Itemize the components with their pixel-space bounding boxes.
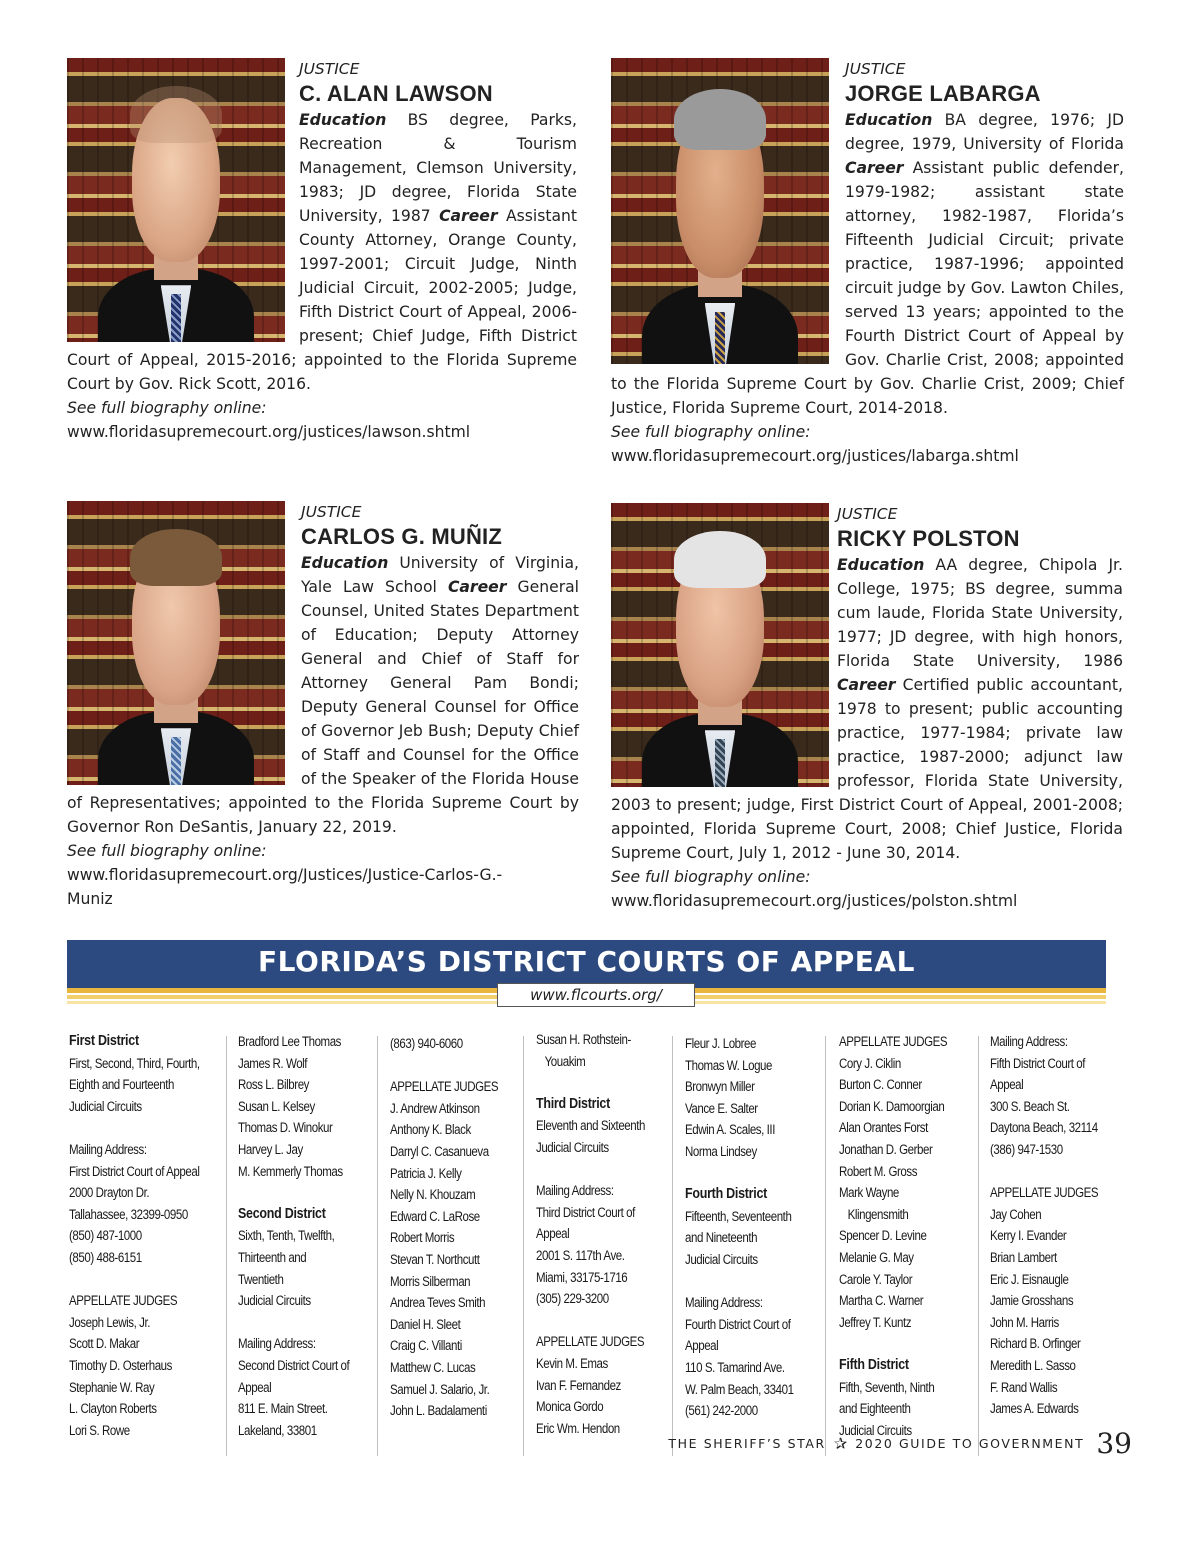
district-text-line: 110 S. Tamarind Ave. bbox=[685, 1359, 785, 1375]
column-divider bbox=[672, 1036, 673, 1456]
district-text-line: Nelly N. Khouzam bbox=[390, 1187, 476, 1203]
career-label: Career bbox=[845, 159, 904, 177]
district-text-line: Alan Orantes Forst bbox=[839, 1120, 928, 1136]
career-text: Assistant public defender, 1979-1982; assistant state attorney, 1982-1987, Florida’s Fifteenth Judicial Circuit; private practice, 1987-1996; appointed circuit judge by Gov. Lawton Chiles, served 13 years; appointed to the Fourth District Court of Appeal by Gov. Charlie Crist, 2008; appointed to the Florida Supreme Court by Gov. Charlie Crist, 2009; Chief Justice, Florida Supreme Court, 2014-2018. bbox=[611, 159, 1124, 417]
district-text-line: Fifth District Court of bbox=[990, 1055, 1086, 1071]
district-text-line: James A. Edwards bbox=[990, 1401, 1079, 1417]
see-biography-label: See full biography online: bbox=[67, 842, 267, 860]
district-column-7 bbox=[990, 1031, 1128, 1420]
district-text-line: Sixth, Tenth, Twelfth, bbox=[238, 1228, 335, 1244]
district-text-line: Robert Morris bbox=[390, 1230, 455, 1246]
district-heading: Fifth District bbox=[839, 1356, 909, 1373]
justice-name: JORGE LABARGA bbox=[845, 81, 1041, 106]
justice-bio-labarga bbox=[611, 58, 1124, 468]
spacer bbox=[238, 1312, 376, 1334]
district-text-line: Burton C. Conner bbox=[839, 1077, 922, 1093]
district-text-line: Norma Lindsey bbox=[685, 1143, 757, 1159]
district-text-line: Edwin A. Scales, III bbox=[685, 1122, 775, 1138]
district-text-line: Eric J. Eisnaugle bbox=[990, 1271, 1069, 1287]
district-text-line: APPELLATE JUDGES bbox=[536, 1334, 645, 1350]
district-text-line: Jamie Grosshans bbox=[990, 1293, 1074, 1309]
district-text-line: (386) 947-1530 bbox=[990, 1141, 1063, 1157]
district-text-line: Susan L. Kelsey bbox=[238, 1098, 315, 1114]
district-text-line: Stephanie W. Ray bbox=[69, 1379, 155, 1395]
district-text-line: (850) 488-6151 bbox=[69, 1249, 142, 1265]
district-text-line: Monica Gordo bbox=[536, 1399, 604, 1415]
district-text-line: Dorian K. Damoorgian bbox=[839, 1098, 945, 1114]
justice-name: CARLOS G. MUÑIZ bbox=[301, 524, 502, 549]
spacer bbox=[685, 1271, 823, 1293]
district-text-line: (863) 940-6060 bbox=[390, 1036, 463, 1051]
education-label: Education bbox=[299, 111, 387, 129]
star-icon: ✰ bbox=[833, 1433, 848, 1453]
district-column-2 bbox=[238, 1031, 376, 1441]
see-biography-label: See full biography online: bbox=[611, 423, 811, 441]
district-text-line: Daytona Beach, 32114 bbox=[990, 1120, 1098, 1136]
education-text: BA degree, 1976; JD degree, 1979, University of Florida bbox=[845, 111, 1124, 153]
education-label: Education bbox=[301, 554, 389, 572]
district-text-line: Vance E. Salter bbox=[685, 1100, 758, 1116]
district-text-line: 2001 S. 117th Ave. bbox=[536, 1247, 625, 1263]
district-text-line: (561) 242-2000 bbox=[685, 1403, 758, 1419]
spacer bbox=[990, 1161, 1128, 1183]
justice-name: C. ALAN LAWSON bbox=[299, 81, 493, 106]
district-text-line: 2000 Drayton Dr. bbox=[69, 1185, 150, 1201]
district-text-line: 300 S. Beach St. bbox=[990, 1098, 1070, 1114]
district-text-line: Matthew C. Lucas bbox=[390, 1359, 476, 1375]
district-text-line: Andrea Teves Smith bbox=[390, 1295, 486, 1311]
district-text-line: Anthony K. Black bbox=[390, 1122, 471, 1138]
education-label: Education bbox=[837, 556, 925, 574]
district-text-line: APPELLATE JUDGES bbox=[390, 1079, 499, 1095]
district-text-line: John L. Badalamenti bbox=[390, 1403, 487, 1419]
district-text-line: M. Kemmerly Thomas bbox=[238, 1163, 343, 1179]
career-text: General Counsel, United States Department of Education; Deputy Attorney General and Chief of Staff for Attorney General Pam Bondi; Deputy General Counsel for Office of Governor Jeb Bush; Deputy Chief of Staff and Counsel for the Office of the Speaker of the Florida House of Representatives; appointed to the Florida Supreme Court by Governor Ron DeSantis, January 22, 2019. bbox=[67, 578, 579, 836]
education-text: AA degree, Chipola Jr. College, 1975; BS degree, summa cum laude, Florida State University, 1977; JD degree, with high honors, Florida State University, 1986 bbox=[837, 556, 1123, 670]
district-text-line: Youakim bbox=[544, 1053, 586, 1069]
district-text-line: Eleventh and Sixteenth bbox=[536, 1118, 645, 1134]
district-text-line: Fifth, Seventh, Ninth bbox=[839, 1379, 935, 1395]
spacer bbox=[536, 1072, 674, 1094]
district-text-line: Judicial Circuits bbox=[839, 1422, 912, 1438]
spacer bbox=[238, 1182, 376, 1204]
district-text-line: Daniel H. Sleet bbox=[390, 1316, 461, 1332]
justice-photo bbox=[67, 58, 285, 342]
district-text-line: Klingensmith bbox=[847, 1206, 909, 1222]
district-column-4 bbox=[536, 1029, 674, 1439]
district-text-line: Appeal bbox=[990, 1077, 1024, 1093]
district-text-line: and Nineteenth bbox=[685, 1230, 758, 1246]
district-column-5 bbox=[685, 1033, 823, 1422]
district-text-line: Carole Y. Taylor bbox=[839, 1271, 913, 1287]
district-text-line: Kerry I. Evander bbox=[990, 1228, 1067, 1244]
district-heading: Second District bbox=[238, 1205, 326, 1222]
district-heading: Third District bbox=[536, 1095, 610, 1112]
district-heading: Fourth District bbox=[685, 1186, 768, 1203]
district-text-line: Ross L. Bilbrey bbox=[238, 1077, 309, 1093]
justice-bio-lawson bbox=[67, 58, 577, 444]
justice-bio-muniz bbox=[67, 501, 579, 911]
biography-link[interactable]: www.floridasupremecourt.org/justices/lawson.shtml bbox=[67, 423, 471, 441]
district-text-line: Appeal bbox=[685, 1338, 719, 1354]
district-text-line: L. Clayton Roberts bbox=[69, 1401, 157, 1417]
district-text-line: and Eighteenth bbox=[839, 1401, 911, 1417]
district-text-line: Appeal bbox=[536, 1226, 570, 1242]
district-text-line: Jay Cohen bbox=[990, 1206, 1042, 1222]
district-text-line: Cory J. Ciklin bbox=[839, 1055, 901, 1071]
column-divider bbox=[978, 1036, 979, 1456]
justice-bio-polston bbox=[611, 503, 1123, 913]
district-text-line: Mailing Address: bbox=[685, 1295, 763, 1311]
banner-title: FLORIDA’S DISTRICT COURTS OF APPEAL bbox=[258, 945, 915, 978]
education-text: University of Virginia, Yale Law School bbox=[301, 554, 579, 596]
district-text-line: Judicial Circuits bbox=[238, 1293, 311, 1309]
district-text-line: Harvey L. Jay bbox=[238, 1141, 303, 1157]
district-text-line: Lakeland, 33801 bbox=[238, 1422, 317, 1438]
column-divider bbox=[825, 1036, 826, 1456]
district-text-line: Melanie G. May bbox=[839, 1249, 914, 1265]
district-text-line: Thomas D. Winokur bbox=[238, 1120, 333, 1136]
district-column-6 bbox=[839, 1031, 977, 1441]
justice-label: JUSTICE bbox=[837, 505, 898, 523]
district-text-line: Kevin M. Emas bbox=[536, 1355, 608, 1371]
justice-name: RICKY POLSTON bbox=[837, 526, 1020, 551]
district-text-line: Bronwyn Miller bbox=[685, 1079, 755, 1095]
district-text-line: Fifteenth, Seventeenth bbox=[685, 1208, 792, 1224]
district-text-line: Lori S. Rowe bbox=[69, 1422, 130, 1438]
district-courts-banner bbox=[67, 940, 1106, 988]
district-text-line: Richard B. Orfinger bbox=[990, 1336, 1081, 1352]
district-text-line: Spencer D. Levine bbox=[839, 1228, 927, 1244]
district-text-line: First District Court of Appeal bbox=[69, 1163, 200, 1179]
courts-website-link[interactable]: www.flcourts.org/ bbox=[497, 983, 695, 1007]
spacer bbox=[536, 1159, 674, 1181]
district-column-1 bbox=[69, 1031, 207, 1441]
district-text-line: Mailing Address: bbox=[69, 1141, 147, 1157]
district-text-line: Eighth and Fourteenth bbox=[69, 1077, 174, 1093]
district-text-line: APPELLATE JUDGES bbox=[990, 1185, 1099, 1201]
justice-label: JUSTICE bbox=[299, 60, 360, 78]
district-text-line: John M. Harris bbox=[990, 1314, 1059, 1330]
district-text-line: APPELLATE JUDGES bbox=[69, 1293, 178, 1309]
district-text-line: Timothy D. Osterhaus bbox=[69, 1357, 172, 1373]
spacer bbox=[685, 1163, 823, 1185]
district-text-line: 811 E. Main Street. bbox=[238, 1401, 328, 1417]
district-text-line: Miami, 33175-1716 bbox=[536, 1269, 628, 1285]
justice-photo bbox=[611, 503, 829, 787]
district-text-line: Martha C. Warner bbox=[839, 1293, 924, 1309]
spacer bbox=[536, 1310, 674, 1332]
spacer bbox=[69, 1117, 207, 1139]
district-text-line: Mailing Address: bbox=[990, 1034, 1068, 1049]
district-text-line: Craig C. Villanti bbox=[390, 1338, 462, 1354]
column-divider bbox=[226, 1036, 227, 1456]
district-text-line: Fleur J. Lobree bbox=[685, 1036, 757, 1051]
district-text-line: Mailing Address: bbox=[238, 1336, 316, 1352]
district-text-line: James R. Wolf bbox=[238, 1055, 308, 1071]
district-text-line: J. Andrew Atkinson bbox=[390, 1100, 480, 1116]
district-text-line: Twentieth bbox=[238, 1271, 284, 1287]
career-label: Career bbox=[837, 676, 896, 694]
education-text: BS degree, Parks, Recreation & Tourism Management, Clemson University, 1983; JD degree, Florida State University, 1987 bbox=[299, 111, 577, 225]
district-text-line: W. Palm Beach, 33401 bbox=[685, 1381, 794, 1397]
justice-photo bbox=[67, 501, 285, 785]
career-text: Certified public accountant, 1978 to present; public accounting practice, 1977-1984; private law practice, 1987-2000; adjunct law professor, Florida State University, 2003 to present; judge, First District Court of Appeal, 2001-2008; appointed, Florida Supreme Court, 2008; Chief Justice, Florida Supreme Court, July 1, 2012 - June 30, 2014. bbox=[611, 676, 1123, 862]
district-text-line: Thomas W. Logue bbox=[685, 1057, 773, 1073]
see-biography-label: See full biography online: bbox=[67, 399, 267, 417]
district-text-line: Edward C. LaRose bbox=[390, 1208, 480, 1224]
publication-name: THE SHERIFF’S STAR bbox=[668, 1435, 826, 1451]
district-text-line: Mark Wayne bbox=[839, 1185, 899, 1201]
district-text-line: (850) 487-1000 bbox=[69, 1228, 142, 1244]
biography-link[interactable]: www.floridasupremecourt.org/justices/labarga.shtml bbox=[611, 447, 1019, 465]
district-text-line: Third District Court of bbox=[536, 1204, 635, 1220]
column-divider bbox=[523, 1036, 524, 1456]
district-text-line: Judicial Circuits bbox=[536, 1139, 609, 1155]
district-text-line: Stevan T. Northcutt bbox=[390, 1251, 480, 1267]
district-text-line: Robert M. Gross bbox=[839, 1163, 918, 1179]
career-text: Assistant County Attorney, Orange County, 1997-2001; Circuit Judge, Ninth Judicial Circuit, 2002-2005; Judge, Fifth District Court of Appeal, 2006-present; Chief Judge, Fifth District Court of Appeal, 2015-2016; appointed to the Florida Supreme Court by Gov. Rick Scott, 2016. bbox=[67, 207, 578, 393]
biography-link[interactable]: www.floridasupremecourt.org/Justices/Justice-Carlos-G.-Muniz bbox=[67, 866, 503, 908]
district-text-line: Eric Wm. Hendon bbox=[536, 1420, 620, 1436]
district-text-line: Scott D. Makar bbox=[69, 1336, 140, 1352]
district-text-line: Darryl C. Casanueva bbox=[390, 1143, 489, 1159]
district-text-line: (305) 229-3200 bbox=[536, 1291, 609, 1307]
district-text-line: Judicial Circuits bbox=[69, 1098, 142, 1114]
district-column-3 bbox=[390, 1033, 528, 1422]
district-text-line: First, Second, Third, Fourth, bbox=[69, 1055, 200, 1071]
guide-title: 2020 GUIDE TO GOVERNMENT bbox=[855, 1435, 1085, 1451]
district-text-line: Jonathan D. Gerber bbox=[839, 1141, 933, 1157]
district-text-line: APPELLATE JUDGES bbox=[839, 1034, 948, 1049]
justice-label: JUSTICE bbox=[301, 503, 362, 521]
page-footer bbox=[668, 1428, 1132, 1458]
district-text-line: Samuel J. Salario, Jr. bbox=[390, 1381, 490, 1397]
district-text-line: Second District Court of bbox=[238, 1357, 350, 1373]
district-text-line: Joseph Lewis, Jr. bbox=[69, 1314, 151, 1330]
district-text-line: Jeffrey T. Kuntz bbox=[839, 1314, 912, 1330]
justice-photo bbox=[611, 58, 829, 364]
spacer bbox=[839, 1333, 977, 1355]
district-text-line: Brian Lambert bbox=[990, 1249, 1057, 1265]
district-text-line: Tallahassee, 32399-0950 bbox=[69, 1206, 188, 1222]
page-number: 39 bbox=[1096, 1426, 1132, 1460]
district-text-line: Judicial Circuits bbox=[685, 1251, 758, 1267]
justice-label: JUSTICE bbox=[845, 60, 906, 78]
district-text-line: F. Rand Wallis bbox=[990, 1379, 1058, 1395]
district-text-line: Fourth District Court of bbox=[685, 1316, 791, 1332]
spacer bbox=[69, 1269, 207, 1291]
career-label: Career bbox=[447, 578, 507, 596]
district-text-line: Thirteenth and bbox=[238, 1249, 307, 1265]
education-label: Education bbox=[845, 111, 933, 129]
district-text-line: Ivan F. Fernandez bbox=[536, 1377, 621, 1393]
spacer bbox=[390, 1055, 528, 1077]
district-text-line: Patricia J. Kelly bbox=[390, 1165, 462, 1181]
biography-link[interactable]: www.floridasupremecourt.org/justices/polston.shtml bbox=[611, 892, 1018, 910]
district-text-line: Appeal bbox=[238, 1379, 272, 1395]
district-text-line: Meredith L. Sasso bbox=[990, 1357, 1076, 1373]
district-heading: First District bbox=[69, 1033, 139, 1049]
district-text-line: Mailing Address: bbox=[536, 1183, 614, 1199]
career-label: Career bbox=[439, 207, 498, 225]
column-divider bbox=[377, 1036, 378, 1456]
see-biography-label: See full biography online: bbox=[611, 868, 811, 886]
district-text-line: Bradford Lee Thomas bbox=[238, 1034, 342, 1049]
district-text-line: Susan H. Rothstein- bbox=[536, 1032, 631, 1047]
district-text-line: Morris Silberman bbox=[390, 1273, 471, 1289]
